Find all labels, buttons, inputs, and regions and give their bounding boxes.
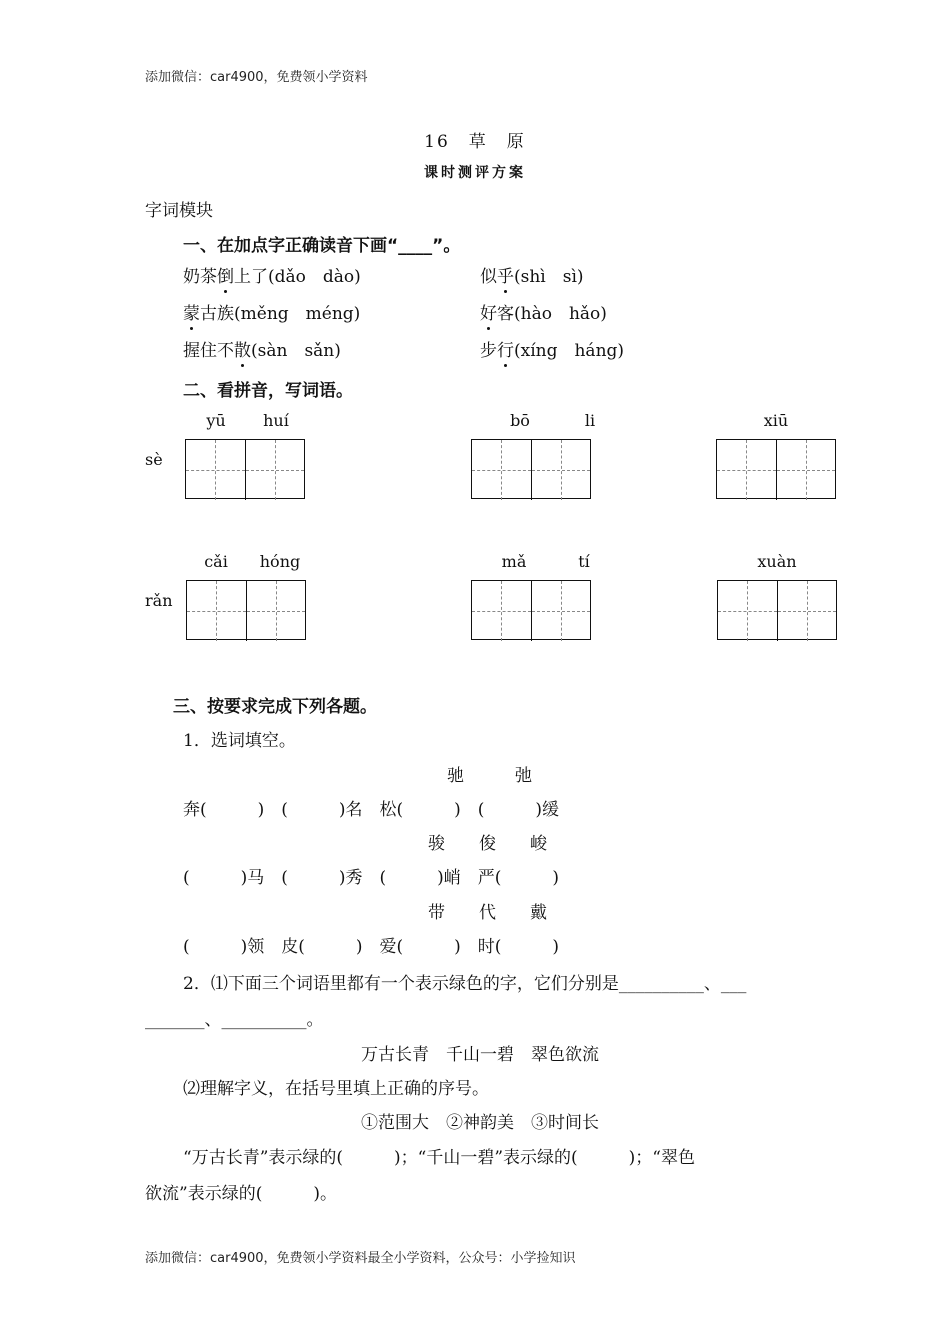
q1-item: 好客(hào hǎo) <box>480 299 607 324</box>
word-choices: 带 代 戴 <box>428 903 547 923</box>
writing-grid[interactable] <box>716 439 836 499</box>
q3-part2c-text: 欲流”表示绿的( )。 <box>145 1184 337 1204</box>
q1-item: 握住不散(sàn sǎn) <box>183 336 341 361</box>
side-pinyin: sè <box>145 450 163 469</box>
page-footer: 添加微信：car4900，免费领小学资料最全小学资料，公众号：小学捡知识 <box>145 1251 576 1266</box>
pinyin-label: xiū <box>763 411 789 430</box>
writing-grid[interactable] <box>717 580 837 640</box>
page-title: 16 草 原 <box>424 132 526 152</box>
dotted-char: 好 <box>480 299 497 324</box>
dotted-char: 散 <box>234 336 251 361</box>
q3-part2-text: _______、__________。 <box>145 1010 324 1030</box>
pinyin-label: xuàn <box>757 552 797 571</box>
q1-item: 奶茶倒上了(dǎo dào) <box>183 262 361 287</box>
dotted-char: 蒙 <box>183 299 200 324</box>
page-subtitle: 课时测评方案 <box>424 165 526 181</box>
q3-part1-label: 1．选词填空。 <box>183 731 296 751</box>
side-pinyin: rǎn <box>145 591 173 610</box>
fill-blank-line: ( )马 ( )秀 ( )峭 严( ) <box>183 868 560 888</box>
pinyin-label: mǎ <box>501 552 527 571</box>
fill-blank-line: 奔( ) ( )名 松( ) ( )缓 <box>183 800 560 820</box>
q1-item: 似乎(shì sì) <box>480 262 584 287</box>
fill-blank-line: ( )领 皮( ) 爱( ) 时( ) <box>183 937 560 957</box>
q3-part2-text: 2．⑴下面三个词语里都有一个表示绿色的字，它们分别是__________、___ <box>183 974 747 994</box>
writing-grid[interactable] <box>186 580 306 640</box>
pinyin-label: hóng <box>259 552 301 571</box>
writing-grid[interactable] <box>185 439 305 499</box>
pinyin-label: cǎi <box>204 552 228 571</box>
q1-item: 步行(xíng háng) <box>480 336 624 361</box>
q3-part2b-text: ⑵理解字义，在括号里填上正确的序号。 <box>183 1079 489 1099</box>
q3-heading: 三、按要求完成下列各题。 <box>173 697 377 717</box>
writing-grid[interactable] <box>471 580 591 640</box>
option-list: ①范围大 ②神韵美 ③时间长 <box>361 1113 599 1133</box>
q1-heading: 一、在加点字正确读音下画“____”。 <box>183 236 461 256</box>
pinyin-label: tí <box>578 552 590 571</box>
q2-heading: 二、看拼音，写词语。 <box>183 381 353 401</box>
pinyin-label: yū <box>206 411 226 430</box>
page-header: 添加微信：car4900，免费领小学资料 <box>145 70 368 85</box>
dotted-char: 倒 <box>217 262 234 287</box>
dotted-char: 乎 <box>497 262 514 287</box>
section-heading: 字词模块 <box>145 201 213 221</box>
q1-item: 蒙古族(měng méng) <box>183 299 360 324</box>
pinyin-label: bō <box>510 411 530 430</box>
pinyin-label: li <box>584 411 596 430</box>
idiom-list: 万古长青 千山一碧 翠色欲流 <box>361 1045 599 1065</box>
writing-grid[interactable] <box>471 439 591 499</box>
word-choices: 骏 俊 峻 <box>428 834 547 854</box>
dotted-char: 行 <box>497 336 514 361</box>
q3-part2c-text: “万古长青”表示绿的( )；“千山一碧”表示绿的( )；“翠色 <box>183 1148 695 1168</box>
word-choices: 驰 弛 <box>447 766 532 786</box>
pinyin-label: huí <box>263 411 289 430</box>
